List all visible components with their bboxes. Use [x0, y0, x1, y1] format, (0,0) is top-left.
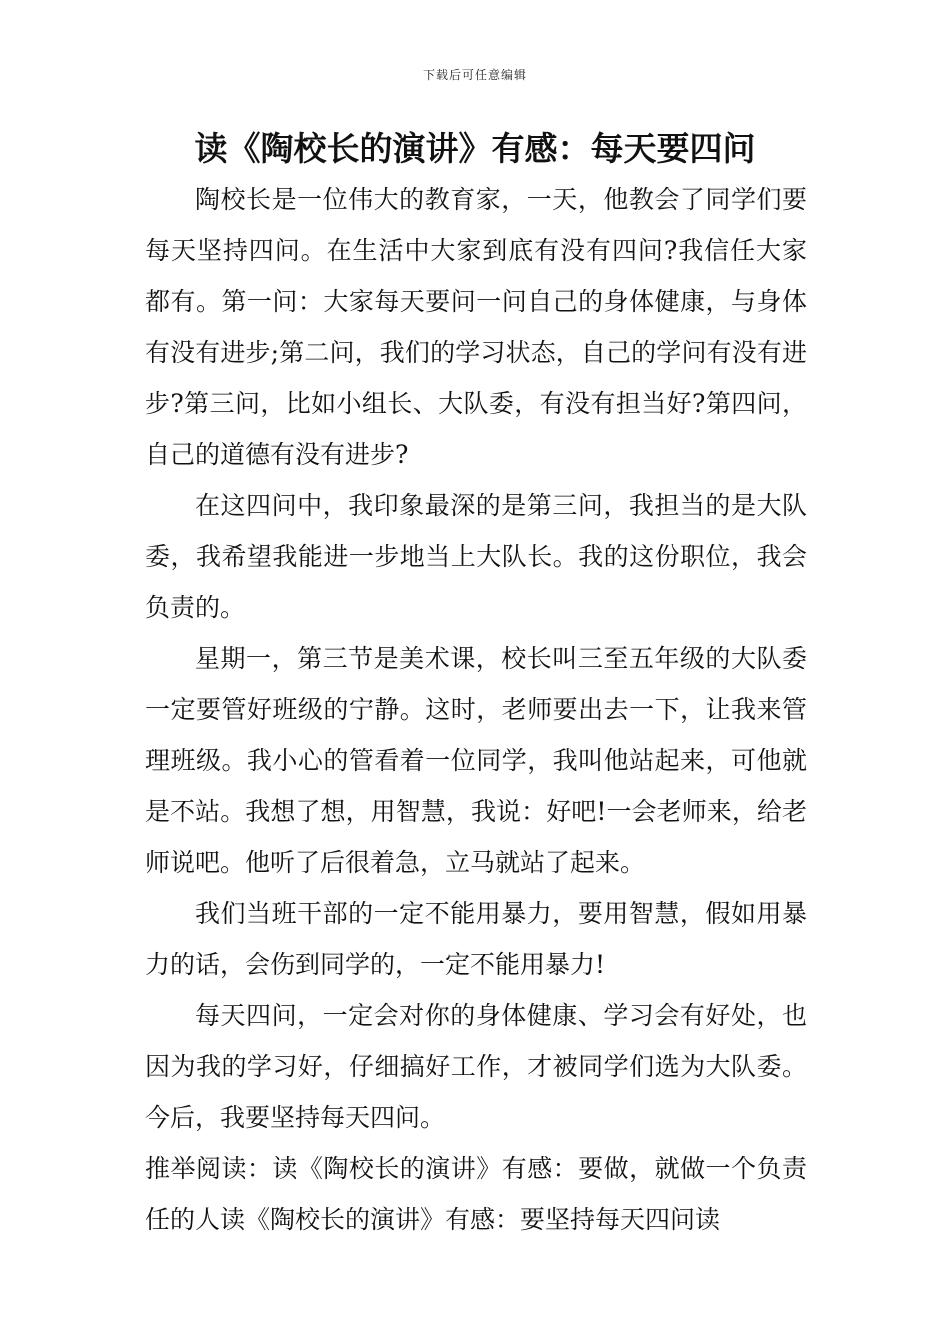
- paragraph: 在这四问中，我印象最深的是第三问，我担当的是大队委，我希望我能进一步地当上大队长。我的这份职位，我会负责的。: [145, 491, 807, 622]
- recommended-reading: 推举阅读：读《陶校长的演讲》有感：要做，就做一个负责任的人读《陶校长的演讲》有感：要坚持每天四问读: [145, 1154, 807, 1234]
- article-body: [145, 174, 807, 1245]
- paragraph: 陶校长是一位伟大的教育家，一天，他教会了同学们要每天坚持四问。在生活中大家到底有没有四问?我信任大家都有。第一问：大家每天要问一问自己的身体健康，与身体有没有进步;第二问，我们的学习状态，自己的学问有没有进步?第三问，比如小组长、大队委，有没有担当好?第四问，自己的道德有没有进步?: [145, 185, 807, 469]
- header-note: 下载后可任意编辑: [422, 68, 527, 82]
- paragraph: 我们当班干部的一定不能用暴力，要用智慧，假如用暴力的话，会伤到同学的，一定不能用暴力!: [145, 899, 807, 979]
- paragraph: 每天四问，一定会对你的身体健康、学习会有好处，也因为我的学习好，仔细搞好工作，才被同学们选为大队委。今后，我要坚持每天四问。: [145, 1001, 807, 1132]
- paragraph: 星期一，第三节是美术课，校长叫三至五年级的大队委一定要管好班级的宁静。这时，老师要出去一下，让我来管理班级。我小心的管看着一位同学，我叫他站起来，可他就是不站。我想了想，用智慧，我说：好吧!一会老师来，给老师说吧。他听了后很着急，立马就站了起来。: [145, 644, 807, 877]
- page-title: 读《陶校长的演讲》有感：每天要四问: [194, 129, 756, 168]
